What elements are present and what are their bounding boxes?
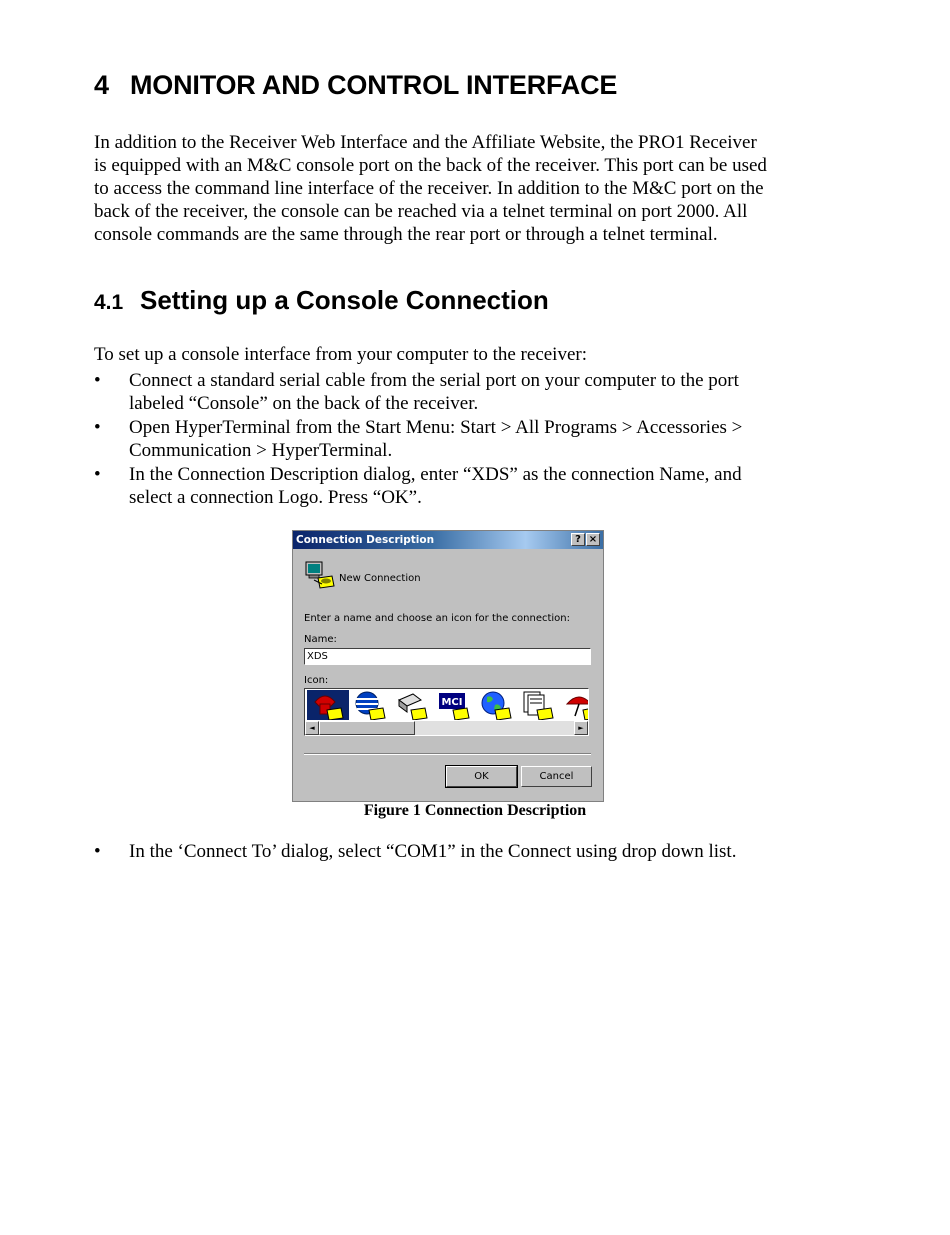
umbrella-icon[interactable] — [559, 690, 589, 720]
figure-caption: Figure 1 Connection Description — [363, 802, 587, 819]
help-button[interactable]: ? — [571, 533, 585, 546]
list-item-line: select a connection Logo. Press “OK”. — [129, 487, 422, 508]
name-label: Name: — [304, 634, 337, 645]
intro-paragraph — [94, 131, 814, 246]
mci-icon[interactable] — [433, 690, 475, 720]
subsection-title: Setting up a Console Connection — [140, 285, 549, 315]
list-item-line: labeled “Console” on the back of the receiver. — [129, 393, 479, 414]
section-title: MONITOR AND CONTROL INTERFACE — [130, 70, 618, 100]
dialog-prompt: Enter a name and choose an icon for the connection: — [304, 613, 571, 624]
icon-list[interactable] — [304, 688, 589, 736]
new-connection-label: New Connection — [339, 573, 421, 584]
phone-icon[interactable] — [307, 690, 349, 720]
close-button[interactable]: × — [586, 533, 600, 546]
cancel-button[interactable]: Cancel — [521, 766, 592, 787]
paragraph-line: to access the command line interface of the receiver. In addition to the M&C port on the — [94, 178, 764, 199]
scroll-left-icon[interactable]: ◄ — [305, 721, 319, 735]
ok-button[interactable]: OK — [446, 766, 517, 787]
list-item-line: In the Connection Description dialog, enter “XDS” as the connection Name, and — [129, 464, 742, 485]
list-item — [94, 416, 814, 462]
scroll-right-icon[interactable]: ► — [574, 721, 588, 735]
list-item-line: Open HyperTerminal from the Start Menu: Start > All Programs > Accessories > — [129, 417, 743, 438]
list-item-line: In the ‘Connect To’ dialog, select “COM1” in the Connect using drop down list. — [129, 841, 737, 862]
section-heading — [94, 70, 617, 101]
dialog-titlebar — [293, 531, 603, 549]
scroll-thumb[interactable] — [319, 721, 415, 735]
paragraph-line: back of the receiver, the console can be reached via a telnet terminal on port 2000. All — [94, 201, 748, 222]
steps-intro: To set up a console interface from your computer to the receiver: — [94, 344, 587, 365]
globe-disc-icon[interactable] — [349, 690, 391, 720]
icon-scrollbar[interactable] — [305, 721, 588, 735]
bullet-icon: • — [94, 841, 101, 862]
name-input[interactable] — [304, 648, 591, 665]
steps-list — [94, 369, 814, 510]
bullet-icon: • — [94, 464, 101, 485]
icon-label: Icon: — [304, 675, 329, 686]
paragraph-line: console commands are the same through the rear port or through a telnet terminal. — [94, 224, 718, 245]
subsection-number: 4.1 — [94, 291, 124, 314]
dialog-title: Connection Description — [296, 534, 435, 546]
list-item — [94, 463, 814, 509]
section-number: 4 — [94, 70, 109, 100]
globe-icon[interactable] — [475, 690, 517, 720]
list-item — [94, 369, 814, 415]
paragraph-line: In addition to the Receiver Web Interface and the Affiliate Website, the PRO1 Receiver — [94, 132, 757, 153]
list-item-line: Communication > HyperTerminal. — [129, 440, 393, 461]
connection-description-dialog — [292, 530, 604, 802]
list-item-line: Connect a standard serial cable from the serial port on your computer to the port — [129, 370, 739, 391]
dialog-divider — [304, 753, 591, 755]
printer-icon[interactable] — [391, 690, 433, 720]
subsection-heading — [94, 285, 549, 316]
bullet-icon: • — [94, 370, 101, 391]
paragraph-line: is equipped with an M&C console port on the back of the receiver. This port can be used — [94, 155, 767, 176]
list-item — [94, 840, 736, 863]
new-connection-icon — [304, 560, 336, 590]
bullet-icon: • — [94, 417, 101, 438]
mci-logo-text: MCI — [441, 697, 463, 708]
documents-icon[interactable] — [517, 690, 559, 720]
